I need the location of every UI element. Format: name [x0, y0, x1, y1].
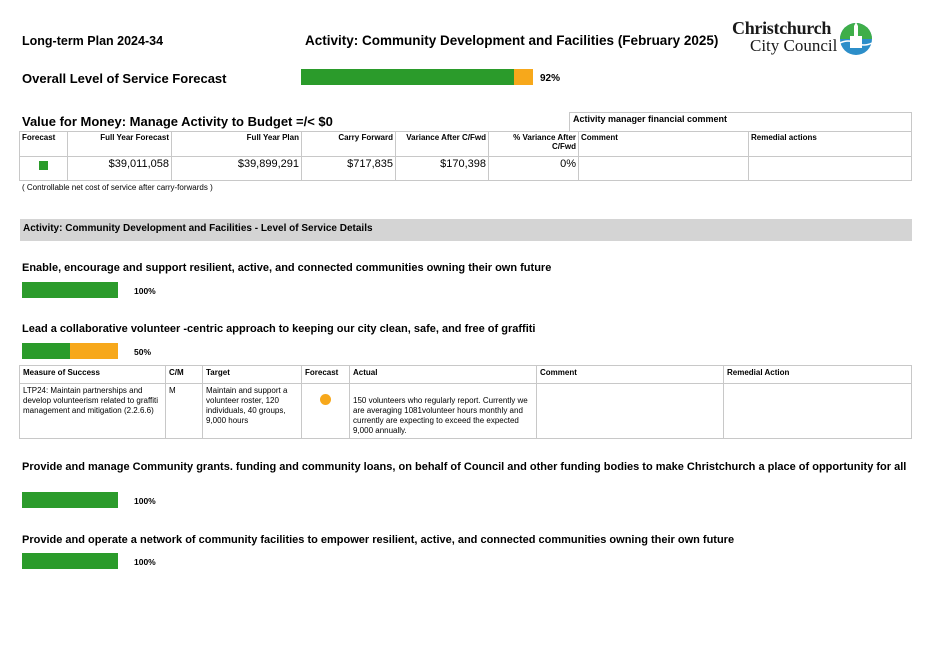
cathedral-emblem-icon — [838, 22, 874, 56]
measures-table — [19, 365, 912, 439]
pct-variance-value: 0% — [489, 157, 579, 181]
comment-cell — [537, 384, 724, 439]
goal-progress-green — [22, 553, 118, 569]
full-year-plan-value: $39,899,291 — [172, 157, 302, 181]
overall-los-label: Overall Level of Service Forecast — [22, 71, 227, 86]
full-year-forecast-value: $39,011,058 — [68, 157, 172, 181]
cost-note: ( Controllable net cost of service after carry-forwards ) — [22, 183, 213, 192]
goal-percent: 100% — [134, 496, 156, 506]
col-variance-after: Variance After C/Fwd — [396, 132, 489, 157]
goal-title: Provide and manage Community grants. funding and community loans, on behalf of Council and other funding bodies to make Christchurch a place of opportunity for all — [22, 461, 907, 473]
measure-cell: LTP24: Maintain partnerships and develop volunteerism related to graffiti management and mitigation (2.2.6.6) — [20, 384, 166, 439]
financial-table — [19, 131, 912, 181]
col-full-year-plan: Full Year Plan — [172, 132, 302, 157]
goal-title: Provide and operate a network of community facilities to empower resilient, active, and connected communities owning their own future — [22, 534, 735, 546]
col-actual: Actual — [350, 366, 537, 384]
col-comment: Comment — [579, 132, 749, 157]
los-details-title: Activity: Community Development and Facilities - Level of Service Details — [23, 223, 373, 234]
forecast-orange-dot-icon — [320, 394, 331, 405]
goal-progress-bar — [22, 282, 118, 298]
col-carry-forward: Carry Forward — [302, 132, 396, 157]
overall-progress-orange — [514, 69, 533, 85]
goal-title: Enable, encourage and support resilient, active, and connected communities owning their own future — [22, 262, 552, 274]
col-comment: Comment — [537, 366, 724, 384]
remedial-value — [749, 157, 912, 181]
goal-title: Lead a collaborative volunteer -centric approach to keeping our city clean, safe, and free of graffiti — [22, 323, 536, 335]
remedial-action-cell — [724, 384, 912, 439]
logo-line1: Christchurch — [732, 18, 832, 38]
goal-progress-green — [22, 492, 118, 508]
col-measure: Measure of Success — [20, 366, 166, 384]
goal-progress-orange — [70, 343, 118, 359]
col-forecast: Forecast — [302, 366, 350, 384]
col-cm: C/M — [166, 366, 203, 384]
goal-percent: 100% — [134, 557, 156, 567]
goal-progress-bar — [22, 492, 118, 508]
col-remedial-action: Remedial Action — [724, 366, 912, 384]
goal-progress-green — [22, 343, 70, 359]
goal-percent: 50% — [134, 347, 152, 357]
logo-line2: City Council — [750, 36, 838, 55]
actual-cell: 150 volunteers who regularly report. Currently we are averaging 1081volunteer hours monthly and currently are expecting to exceed the expected 9,000 annually. — [350, 384, 537, 439]
city-council-logo — [732, 20, 877, 60]
financial-comment-header-table — [569, 112, 912, 132]
carry-forward-value: $717,835 — [302, 157, 396, 181]
goal-progress-bar — [22, 553, 118, 569]
col-forecast: Forecast — [20, 132, 68, 157]
col-pct-variance-after: % Variance After C/Fwd — [489, 132, 579, 157]
col-full-year-forecast: Full Year Forecast — [68, 132, 172, 157]
cm-cell: M — [166, 384, 203, 439]
col-target: Target — [203, 366, 302, 384]
forecast-cell — [302, 384, 350, 439]
goal-progress-bar — [22, 343, 118, 359]
variance-value: $170,398 — [396, 157, 489, 181]
goal-percent: 100% — [134, 286, 156, 296]
financial-comment-header: Activity manager financial comment — [570, 113, 912, 132]
overall-progress-bar — [301, 69, 533, 85]
activity-title: Activity: Community Development and Facilities (February 2025) — [305, 33, 719, 48]
value-for-money-title: Value for Money: Manage Activity to Budget =/< $0 — [22, 114, 333, 129]
forecast-green-square-icon — [39, 161, 48, 170]
goal-progress-green — [22, 282, 118, 298]
overall-progress-green — [301, 69, 514, 85]
logo-text — [732, 20, 837, 54]
los-details-band — [20, 219, 912, 241]
comment-value — [579, 157, 749, 181]
plan-label: Long-term Plan 2024-34 — [22, 34, 164, 48]
target-cell: Maintain and support a volunteer roster, 120 individuals, 40 groups, 9,000 hours — [203, 384, 302, 439]
overall-percent: 92% — [540, 73, 561, 84]
forecast-status-cell — [20, 157, 68, 181]
col-remedial-actions: Remedial actions — [749, 132, 912, 157]
